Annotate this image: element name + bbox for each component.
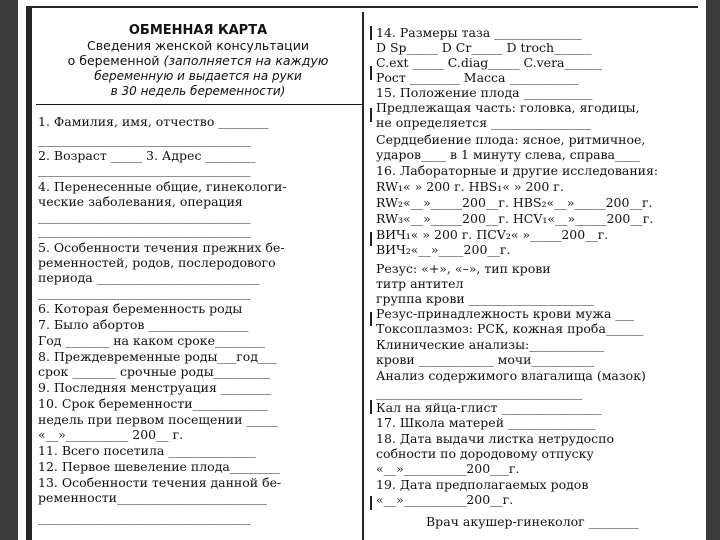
margin-mark [370, 496, 372, 510]
field-postpartum-period[interactable]: периода __________________________ [38, 270, 260, 285]
field-antibody-titer[interactable]: титр антител [376, 276, 464, 291]
left-border [26, 6, 32, 540]
field-full-name-cont[interactable]: __________________________________ [38, 132, 251, 147]
field-sick-leave-date-value[interactable]: «__»__________200___г. [376, 461, 520, 476]
field-current-pregnancy-cont[interactable]: ременности________________________ [38, 490, 267, 505]
center-divider [362, 12, 364, 540]
field-first-visit-weeks[interactable]: недель при первом посещении _____ [38, 412, 278, 427]
field-toxoplasmosis[interactable]: Токсоплазмоз: РСК, кожная проба______ [376, 321, 644, 336]
field-term-births[interactable]: срок _______ срочные роды_________ [38, 364, 270, 379]
field-hiv2[interactable]: ВИЧ₂«__»____200__г. [376, 242, 511, 257]
field-vaginal-smear: Анализ содержимого влагалища (мазок) [376, 368, 646, 383]
field-premature-births[interactable]: 8. Преждевременные роды___год___ [38, 349, 277, 364]
field-abortions[interactable]: 7. Было абортов ________________ [38, 317, 249, 332]
margin-mark [370, 312, 372, 326]
field-total-visits[interactable]: 11. Всего посетила ______________ [38, 443, 256, 458]
field-past-diseases-2: ческие заболевания, операция [38, 194, 243, 209]
field-not-determined[interactable]: не определяется ________________ [376, 115, 592, 130]
field-gestational-age[interactable]: 10. Срок беременности____________ [38, 396, 268, 411]
field-pelvis-c[interactable]: C.ext _____ C.diag_____ C.vera______ [376, 55, 603, 70]
field-due-date: 19. Дата предполагаемых родов [376, 477, 589, 492]
field-address-cont[interactable]: __________________________________ [38, 162, 251, 177]
header-line-3 [36, 54, 360, 68]
field-due-date-value[interactable]: «__»__________200__г. [376, 492, 514, 507]
field-past-diseases-line-2[interactable]: __________________________________ [38, 223, 251, 238]
right-column [370, 0, 706, 540]
left-column [36, 0, 362, 540]
field-lab-studies: 16. Лабораторные и другие исследования: [376, 163, 659, 178]
field-vaginal-smear-line[interactable]: _________________________________ [376, 385, 583, 400]
field-current-pregnancy: 13. Особенности течения данной бе- [38, 475, 282, 490]
header-line-5: в 30 недель беременности) [110, 84, 286, 98]
field-mothers-school[interactable]: 17. Школа матерей ______________ [376, 415, 596, 430]
field-age-address[interactable]: 2. Возраст _____ 3. Адрес ________ [38, 148, 256, 163]
field-postpartum-line[interactable]: __________________________________ [38, 285, 251, 300]
field-rw3-hcv1[interactable]: RW₃«__»_____200__г. HCV₁«__»_____200__г. [376, 211, 654, 226]
field-hiv1-hcv2[interactable]: ВИЧ₁« » 200 г. ПСV₂« »_____200__г. [376, 227, 609, 242]
margin-mark [370, 66, 372, 80]
field-rhesus-blood-type[interactable]: Резус: «+», «–», тип крови [376, 261, 551, 276]
field-last-menstruation[interactable]: 9. Последняя менструация ________ [38, 380, 271, 395]
field-pelvis-d[interactable]: D Sp_____ D Cr_____ D troch______ [376, 40, 592, 55]
header-line-3-italic: (заполняется на каждую [163, 53, 329, 68]
margin-mark [370, 400, 372, 414]
margin-mark [370, 26, 372, 40]
card-title: ОБМЕННАЯ КАРТА [128, 23, 268, 38]
field-clinical-analyses[interactable]: Клинические анализы:____________ [376, 337, 605, 352]
exchange-card-sheet [18, 0, 706, 540]
field-past-diseases-line-1[interactable]: __________________________________ [38, 209, 251, 224]
field-full-name[interactable]: 1. Фамилия, имя, отчество ________ [38, 114, 269, 129]
field-heartbeat: Сердцебиение плода: ясное, ритмичное, [376, 132, 646, 147]
header-line-4: беременную и выдается на руки [94, 69, 302, 83]
field-sick-leave-date-2: собности по дородовому отпуску [376, 446, 594, 461]
field-stool-test[interactable]: Кал на яйца-глист ________________ [376, 400, 602, 415]
field-previous-pregnancies: 5. Особенности течения прежних бе- [38, 240, 285, 255]
field-blood-urine[interactable]: крови ____________ мочи__________ [376, 352, 594, 367]
field-previous-pregnancies-2: ременностей, родов, послеродового [38, 255, 276, 270]
field-heartbeat-rate[interactable]: ударов____ в 1 минуту слева, справа____ [376, 147, 641, 162]
field-first-movement[interactable]: 12. Первое шевеление плода________ [38, 459, 280, 474]
field-presenting-part: Предлежащая часть: головка, ягодицы, [376, 100, 640, 115]
field-sick-leave-date: 18. Дата выдачи листка нетрудоспо [376, 431, 615, 446]
margin-mark [370, 108, 372, 122]
field-rw1-hbs1[interactable]: RW₁« » 200 г. HBS₁« » 200 г. [376, 179, 564, 194]
field-height-weight[interactable]: Рост ________ Масса ___________ [376, 70, 579, 85]
field-pregnancy-number[interactable]: 6. Которая беременность роды [38, 301, 243, 316]
field-past-diseases: 4. Перенесенные общие, гинекологи- [38, 179, 287, 194]
field-husband-rhesus[interactable]: Резус-принадлежность крови мужа ___ [376, 306, 635, 321]
field-rw2-hbs2[interactable]: RW₂«__»_____200__г. HBS₂«__»_____200__г. [376, 195, 653, 210]
header-line-2: Сведения женской консультации [87, 38, 309, 53]
header-line-3-plain: о беременной [67, 53, 164, 68]
field-current-pregnancy-line[interactable]: __________________________________ [38, 510, 251, 525]
field-pelvis-size[interactable]: 14. Размеры таза ______________ [376, 25, 582, 40]
field-doctor-signature[interactable]: Врач акушер-гинеколог ________ [426, 514, 639, 529]
field-abortion-year-term[interactable]: Год _______ на каком сроке________ [38, 333, 265, 348]
field-first-visit-date[interactable]: «__»__________ 200__ г. [38, 427, 184, 442]
header-rule [36, 104, 362, 105]
field-fetal-position[interactable]: 15. Положение плода ___________ [376, 85, 593, 100]
field-blood-group[interactable]: группа крови ____________________ [376, 291, 594, 306]
margin-mark [370, 232, 372, 246]
